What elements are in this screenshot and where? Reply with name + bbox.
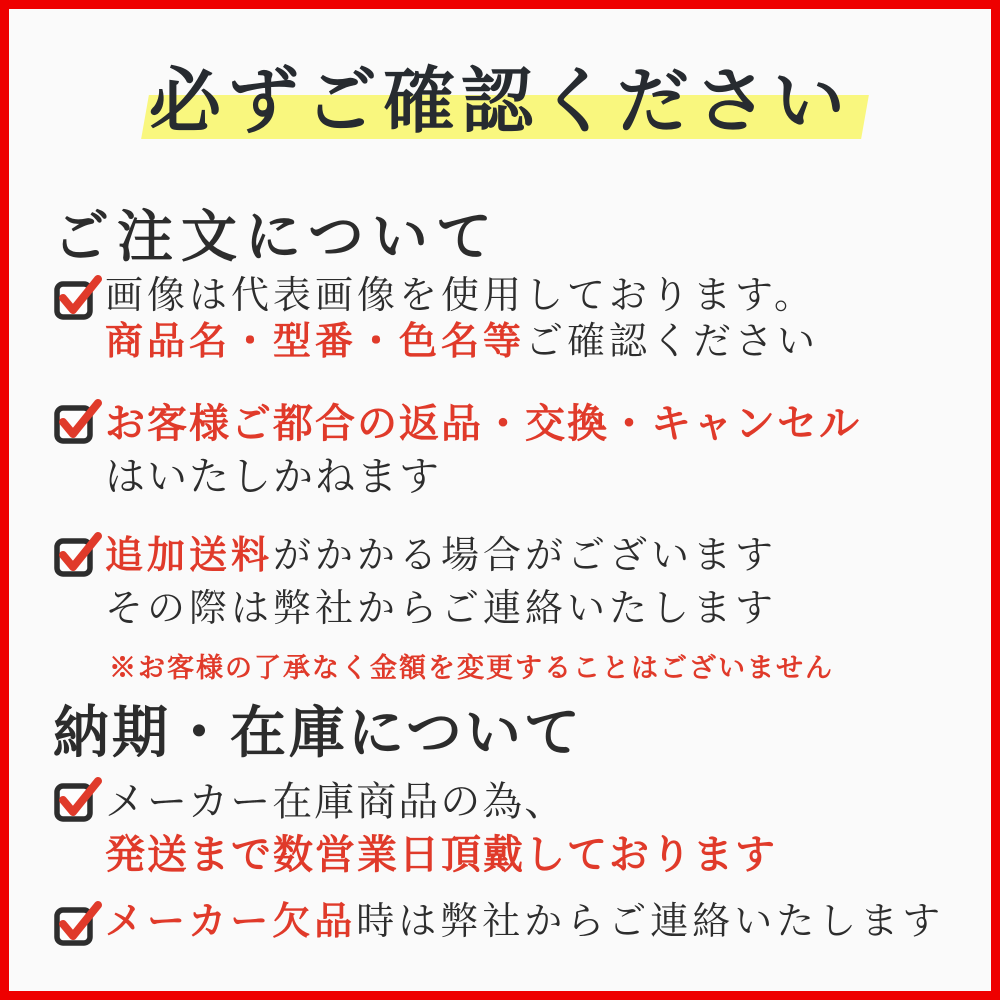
- item-line: [105, 899, 944, 945]
- checklist-item-maker-out-of-stock: [57, 899, 944, 945]
- checkbox-icon: [53, 899, 103, 947]
- item-text-emphasis: 発送まで数営業日頂戴しております: [105, 832, 777, 877]
- item-line: [105, 775, 777, 828]
- item-text-emphasis: 商品名・型番・色名等: [105, 321, 526, 363]
- item-text-emphasis: 追加送料: [105, 535, 274, 577]
- item-text-emphasis: お客様ご都合の返品・交換・キャンセル: [105, 401, 861, 446]
- item-line: [105, 530, 834, 583]
- item-text: がかかる場合がございます: [273, 535, 778, 577]
- section-heading-orders: ご注文について: [53, 207, 500, 269]
- item-text: 時は弊社からご連絡いたします: [356, 901, 945, 943]
- page-title-text: 必ずご確認ください: [148, 62, 851, 142]
- section-heading-delivery-stock: 納期・在庫について: [53, 703, 583, 765]
- checklist-item-no-returns: [57, 397, 861, 503]
- page-title: [149, 43, 851, 147]
- checklist-item-extra-shipping: [57, 530, 834, 685]
- page-title-row: [9, 43, 991, 147]
- checklist-item-representative-image: [57, 273, 819, 365]
- item-text: ご確認ください: [525, 321, 820, 363]
- item-text-emphasis: メーカー欠品: [105, 901, 357, 943]
- item-line: [105, 397, 861, 450]
- item-text: メーカー在庫商品の為、: [105, 779, 567, 824]
- item-line: [105, 450, 861, 503]
- item-line: [105, 828, 777, 881]
- item-line: [105, 273, 819, 319]
- checkbox-icon: [53, 273, 103, 321]
- item-text: その際は弊社からご連絡いたします: [105, 588, 778, 630]
- checklist-item-maker-stock: [57, 775, 777, 881]
- item-line: [105, 319, 819, 365]
- item-text: はいたしかねます: [105, 454, 441, 499]
- item-text: 画像は代表画像を使用しております。: [105, 275, 816, 317]
- checkbox-icon: [53, 397, 103, 445]
- item-footnote: ※お客様の了承なく金額を変更することはございません: [109, 653, 834, 683]
- item-line: [105, 583, 834, 636]
- checkbox-icon: [53, 530, 103, 578]
- checkbox-icon: [53, 775, 103, 823]
